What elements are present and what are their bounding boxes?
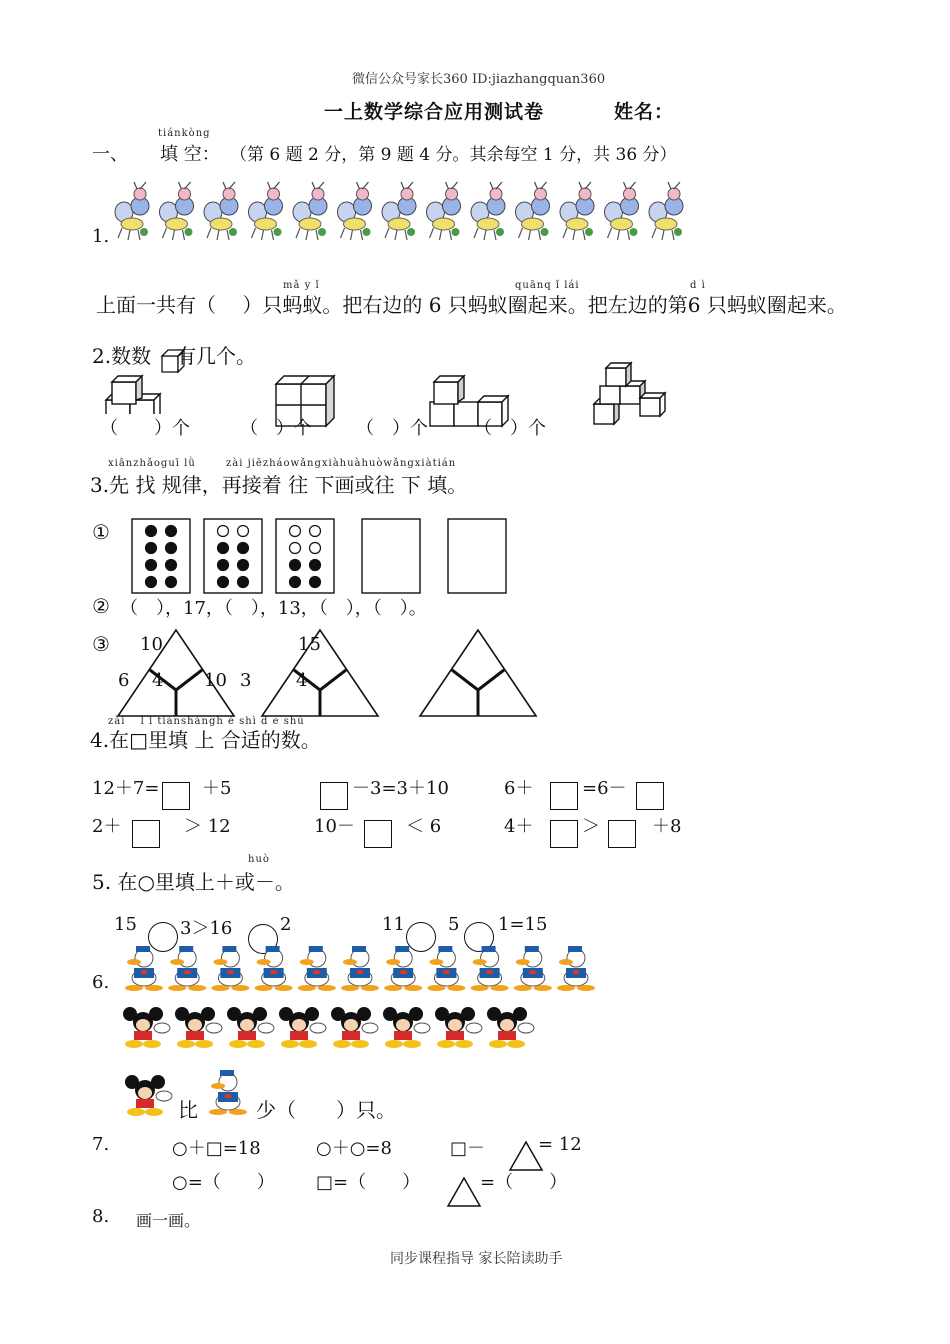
ant-icon (338, 182, 372, 240)
q4-r2c1b: ＞ 12 (184, 816, 231, 837)
duck-icon (211, 946, 249, 991)
mouse-icon (331, 1007, 378, 1048)
tri2-left: 3 (240, 670, 252, 691)
duck-icon (341, 946, 379, 991)
pinyin-tiankong: tiánkòng (158, 128, 211, 139)
mouse-icon (279, 1007, 326, 1048)
ant-icon (649, 182, 683, 240)
triangle-3 (418, 626, 542, 720)
q2-answer-1[interactable]: （ ）个 (100, 414, 190, 440)
pinyin-huo: huò (248, 854, 270, 865)
mouse-icon (123, 1007, 170, 1048)
duck-icon (514, 946, 552, 991)
q5-e2c: 1=15 (498, 914, 548, 935)
duck-icon (168, 946, 206, 991)
pinyin-mayi: mǎ y ǐ (283, 280, 320, 291)
q7-e2: ○＋○=8 (316, 1138, 392, 1159)
pinyin-quanqilai: quānq ǐ lái (515, 280, 580, 291)
answer-box[interactable] (132, 820, 160, 848)
q4-r2c3a: 4＋ (504, 816, 534, 837)
ant-icon (471, 182, 505, 240)
q2-answer-2[interactable]: （ ）个 (240, 418, 312, 439)
section-note: （第 6 题 2 分，第 9 题 4 分。其余每空 1 分，共 36 分） (230, 145, 677, 165)
q2-suffix: 有几个。 (176, 344, 256, 368)
answer-box[interactable] (636, 782, 664, 810)
ant-icon (605, 182, 639, 240)
dot-card-row (130, 517, 510, 595)
triangle-shape-icon (446, 1176, 482, 1208)
dot-card (132, 519, 190, 593)
duck-icon (125, 946, 163, 991)
ant-icon (382, 182, 416, 240)
answer-box[interactable] (608, 820, 636, 848)
duck-row (122, 944, 602, 992)
answer-box[interactable] (364, 820, 392, 848)
page-title: 一上数学综合应用测试卷 (324, 101, 545, 123)
q5-e2b: 5 (448, 914, 460, 935)
q2-answer-4[interactable]: （ ）个 (474, 418, 546, 439)
dot-card (448, 519, 506, 593)
mouse-icon (175, 1007, 222, 1048)
tri1-mid: 4 (152, 670, 164, 691)
pinyin-q4: zài l ǐ tiánshàngh é shì d e shù (108, 716, 305, 727)
q6-compare-a: 比 (178, 1098, 198, 1122)
ant-icon (204, 182, 238, 240)
tri1-right: 10 (204, 670, 227, 691)
q7-e1: ○＋□=18 (172, 1138, 261, 1159)
q2-answer-3[interactable]: （ ）个 (356, 418, 428, 439)
ant-row (110, 182, 690, 244)
mouse-row (122, 1004, 552, 1050)
q4-r2c2a: 10－ (314, 816, 355, 837)
q7-e3a: □－ (450, 1138, 486, 1159)
duck-icon (471, 946, 509, 991)
duck-icon (427, 946, 465, 991)
mouse-icon (124, 1072, 178, 1116)
q4-r1c1a: 12＋7= (92, 778, 160, 799)
q4-r2c3b: ＞ (582, 816, 600, 837)
ant-icon (115, 182, 149, 240)
q3-row3-label: ③ (92, 632, 110, 656)
q1-number: 1. (92, 226, 110, 247)
tri1-left: 6 (118, 670, 130, 691)
answer-box[interactable] (162, 782, 190, 810)
duck-icon (255, 946, 293, 991)
page-footer: 同步课程指导 家长陪读助手 (390, 1251, 563, 1267)
q7-a1[interactable]: ○=（ ） (172, 1172, 275, 1193)
q6-number: 6. (92, 972, 110, 993)
answer-box[interactable] (320, 782, 348, 810)
q4-text: 4.在□里填 上 合适的数。 (90, 728, 321, 752)
ant-icon (427, 182, 461, 240)
pinyin-q3-b: zài jiēzháowǎngxiàhuàhuòwǎngxiàtián (226, 458, 457, 469)
q2-prefix: 2.数数 (92, 344, 152, 368)
ant-icon (293, 182, 327, 240)
q7-number: 7. (92, 1134, 110, 1155)
cube-group-4 (590, 362, 670, 428)
pinyin-q3-a: xiānzhǎoguī lǜ (108, 458, 196, 469)
section-number: 一、 (92, 144, 128, 165)
q5-e1b: 3＞16 (180, 918, 233, 939)
section-label: 填 空： (160, 144, 220, 165)
q4-r2c3c: ＋8 (652, 816, 682, 837)
q3-row2-text[interactable]: （ ），17，（ ），13，（ ），（ ）。 (120, 598, 427, 619)
mouse-icon (487, 1007, 534, 1048)
tri2-mid: 4 (296, 670, 308, 691)
duck-icon (206, 1068, 256, 1116)
ant-icon (160, 182, 194, 240)
duck-icon (384, 946, 422, 991)
mouse-icon (227, 1007, 274, 1048)
duck-icon (298, 946, 336, 991)
q6-compare-b[interactable]: 少（ ）只。 (256, 1098, 396, 1122)
tri2-top: 15 (298, 634, 321, 655)
q4-r2c1a: 2＋ (92, 816, 122, 837)
name-label: 姓名： (614, 101, 675, 123)
q5-text: 5. 在○里填上＋或－。 (92, 870, 295, 894)
mouse-icon (383, 1007, 430, 1048)
duck-icon (557, 946, 595, 991)
q7-a2[interactable]: □=（ ） (316, 1172, 421, 1193)
q4-r1c2: －3=3＋10 (352, 778, 449, 799)
q5-e1a: 15 (114, 914, 137, 935)
ant-icon (560, 182, 594, 240)
q8-number: 8. (92, 1206, 110, 1227)
pinyin-di: d ì (690, 280, 706, 291)
dot-card (362, 519, 420, 593)
q7-e3b: = 12 (538, 1134, 582, 1155)
q5-e2a: 11 (382, 914, 405, 935)
q1-text: 上面一共有（ ）只蚂蚁。把右边的 6 只蚂蚁圈起来。把左边的第6 只蚂蚁圈起来。 (96, 293, 847, 317)
q4-r1c3b: =6－ (582, 778, 627, 799)
q7-a3[interactable]: =（ ） (480, 1172, 568, 1193)
ant-icon (516, 182, 550, 240)
q3-row1-label: ① (92, 520, 110, 544)
dot-card (276, 519, 334, 593)
q4-r1c1b: ＋5 (202, 778, 232, 799)
answer-box[interactable] (550, 820, 578, 848)
q5-e1c: 2 (280, 914, 292, 935)
answer-box[interactable] (550, 782, 578, 810)
q3-row2-label: ② (92, 594, 110, 618)
q3-text: 3.先 找 规律，再接着 往 下画或往 下 填。 (90, 473, 468, 497)
q4-r1c3a: 6＋ (504, 778, 534, 799)
ant-icon (249, 182, 283, 240)
tri1-top: 10 (140, 634, 163, 655)
page-header: 微信公众号家长360 ID:jiazhangquan360 (352, 72, 606, 87)
mouse-icon (435, 1007, 482, 1048)
dot-card (204, 519, 262, 593)
q4-r2c2b: ＜ 6 (406, 816, 442, 837)
q8-text: 画一画。 (136, 1211, 201, 1230)
